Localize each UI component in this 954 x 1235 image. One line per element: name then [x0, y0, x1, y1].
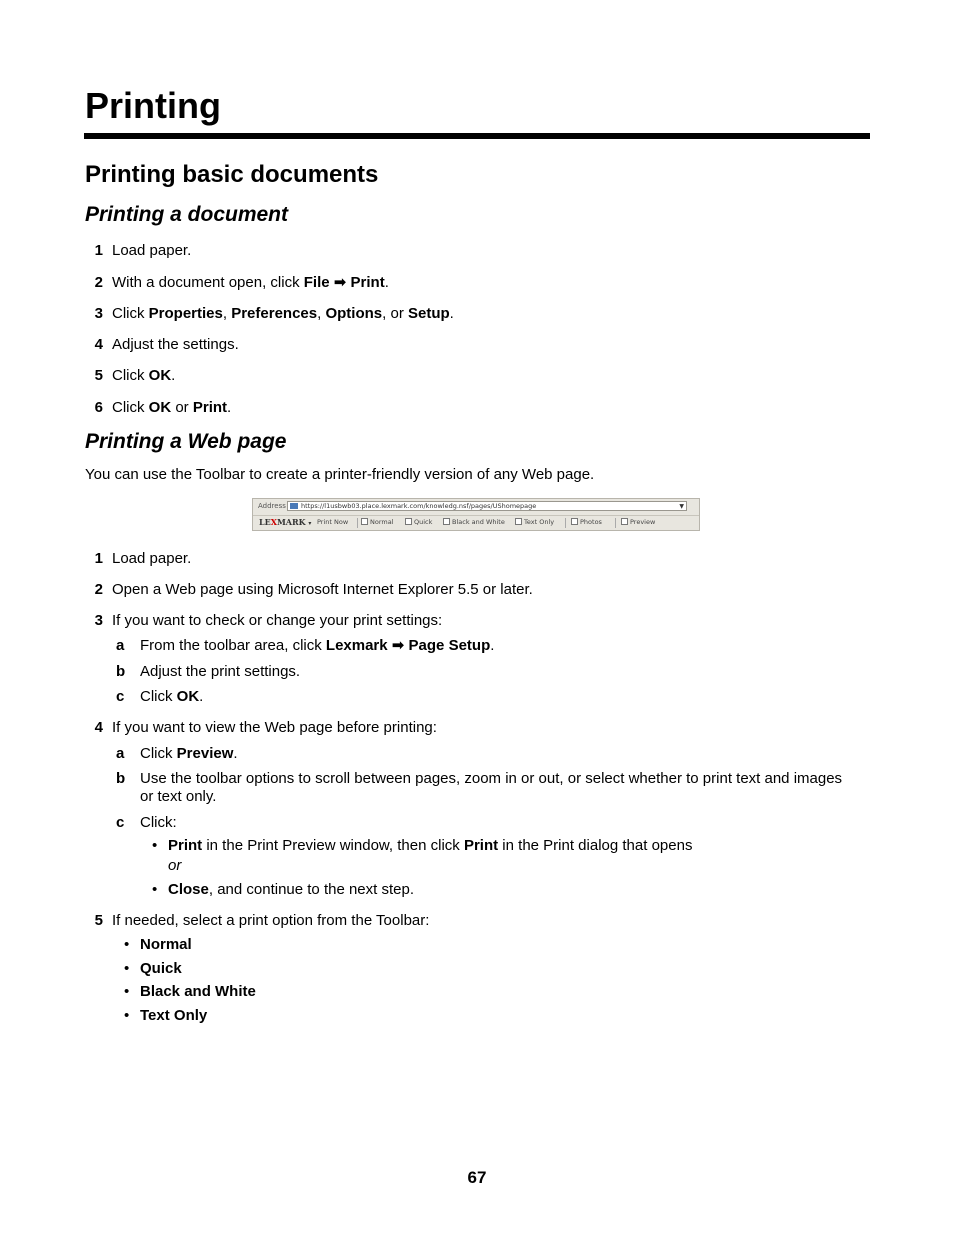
bullet-icon: • — [152, 881, 158, 898]
substep-text: Adjust the print settings. — [140, 663, 301, 680]
lexmark-logo: LEXMARK ▾ — [259, 517, 312, 527]
bullet-icon: • — [152, 837, 158, 854]
toolbar-black-white: Black and White — [443, 518, 505, 526]
toolbar-print-now: Print Now — [317, 518, 349, 526]
step-number: 2 — [94, 274, 103, 291]
substep-text: From the toolbar area, click Lexmark ➡ Page Setup. — [140, 637, 495, 654]
bullet-icon: • — [124, 936, 130, 953]
subsection-title-document: Printing a document — [85, 203, 289, 226]
preview-icon — [621, 518, 628, 525]
step-text: Load paper. — [112, 242, 192, 259]
substep-letter: a — [116, 745, 125, 762]
black-white-icon — [443, 518, 450, 525]
step-number: 1 — [94, 242, 103, 259]
step-text: If you want to view the Web page before printing: — [112, 719, 437, 736]
arrow-icon: ➡ — [333, 274, 347, 291]
normal-icon — [361, 518, 368, 525]
step-text: If needed, select a print option from the Toolbar: — [112, 912, 430, 929]
step-text: If you want to check or change your print settings: — [112, 612, 443, 629]
toolbar-normal: Normal — [361, 518, 394, 526]
toolbar-preview: Preview — [621, 518, 655, 526]
step-number: 5 — [94, 912, 103, 929]
lexmark-toolbar — [253, 516, 699, 530]
bullet-text: Close, and continue to the next step. — [168, 881, 415, 898]
step-text: Load paper. — [112, 550, 192, 567]
chapter-title: Printing — [85, 85, 221, 126]
bullet-item — [152, 836, 166, 855]
option-normal: Normal — [140, 936, 192, 953]
address-bar — [253, 499, 699, 516]
address-label: Address — [258, 502, 286, 510]
substep-text-continued: or text only. — [140, 788, 217, 805]
substep-letter: b — [116, 770, 126, 787]
text-only-icon — [515, 518, 522, 525]
subsection-title-web: Printing a Web page — [85, 430, 287, 453]
toolbar-screenshot — [252, 498, 700, 531]
step-number: 1 — [94, 550, 103, 567]
substep-letter: c — [116, 688, 125, 705]
step-text: Click OK. — [112, 367, 176, 384]
chapter-rule — [84, 133, 870, 139]
option-text-only: Text Only — [140, 1007, 208, 1024]
step-text: Click Properties, Preferences, Options, or Setup. — [112, 305, 454, 322]
substep-letter: c — [116, 814, 125, 831]
substep-text: Use the toolbar options to scroll between pages, zoom in or out, or select whether to print text and images — [140, 770, 843, 787]
step-number: 3 — [94, 612, 103, 629]
step-number: 2 — [94, 581, 103, 598]
section-title: Printing basic documents — [85, 161, 379, 188]
option-quick: Quick — [140, 960, 182, 977]
web-intro: You can use the Toolbar to create a printer-friendly version of any Web page. — [85, 466, 595, 483]
photos-icon — [571, 518, 578, 525]
page-icon — [290, 503, 298, 509]
step-text: Open a Web page using Microsoft Internet Explorer 5.5 or later. — [112, 581, 533, 598]
bullet-text: Print in the Print Preview window, then click Print in the Print dialog that opens — [168, 837, 693, 854]
toolbar-text-only: Text Only — [515, 518, 554, 526]
address-url: https://l1usbwb03.place.lexmark.com/knowledg.nsf/pages/UShomepage — [301, 502, 537, 510]
arrow-icon: ➡ — [391, 637, 405, 654]
step-number: 4 — [94, 719, 103, 736]
bullet-item — [152, 880, 166, 899]
substep-letter: b — [116, 663, 126, 680]
toolbar-quick: Quick — [405, 518, 432, 526]
step-text: Adjust the settings. — [112, 336, 239, 353]
step-text: With a document open, click File ➡ Print. — [112, 274, 389, 291]
dropdown-arrow-icon: ▼ — [679, 503, 684, 510]
substep-text: Click: — [140, 814, 177, 831]
bullet-icon: • — [124, 1007, 130, 1024]
option-black-and-white: Black and White — [140, 983, 256, 1000]
step-number: 6 — [94, 399, 103, 416]
substep-letter: a — [116, 637, 125, 654]
step-number: 3 — [94, 305, 103, 322]
or-text: or — [168, 857, 182, 874]
step-number: 4 — [94, 336, 103, 353]
bullet-icon: • — [124, 960, 130, 977]
toolbar-photos: Photos — [571, 518, 602, 526]
substep-text: Click Preview. — [140, 745, 238, 762]
quick-icon — [405, 518, 412, 525]
substep-text: Click OK. — [140, 688, 204, 705]
step-text: Click OK or Print. — [112, 399, 232, 416]
bullet-icon: • — [124, 983, 130, 1000]
address-input — [287, 501, 687, 511]
page-number: 67 — [467, 1168, 487, 1187]
step-number: 5 — [94, 367, 103, 384]
